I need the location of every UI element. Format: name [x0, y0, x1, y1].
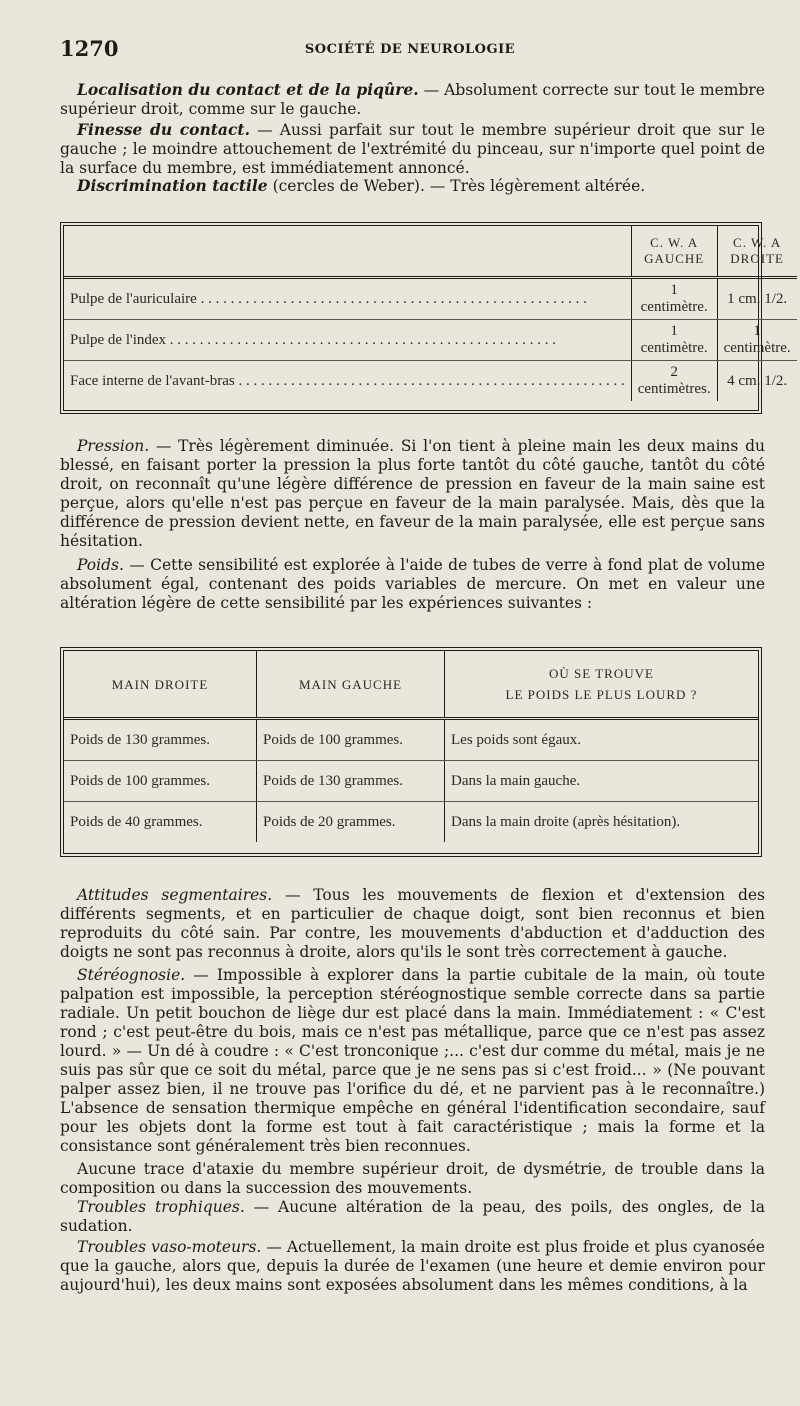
row-label-text: Face interne de l'avant-bras . . .	[70, 373, 625, 390]
header-main-droite: MAIN DROITE	[64, 651, 257, 719]
cell-gauche: 1 centimètre.	[631, 278, 717, 320]
paragraph-finesse	[60, 120, 765, 178]
header-line-1: OÙ SE TROUVE	[549, 666, 654, 681]
lead-finesse: Finesse du contact.	[77, 120, 250, 139]
row-label-text: Pulpe de l'index . . .	[70, 332, 625, 349]
cell-main-droite: Poids de 130 grammes.	[64, 719, 257, 761]
header-line-2: LE POIDS LE PLUS LOURD ?	[505, 687, 698, 702]
text-vaso: — Actuellement, la main droite est plus froide et plus cyanosée que la gauche, alors que, depuis la durée de l'examen (une heure et demie environ pour aujourd'hui), les deux mains sont exposées absolument dans les mêmes conditions, à la	[60, 1238, 765, 1294]
paragraph-trophiques	[60, 1198, 765, 1236]
lead-pression: Pression.	[77, 437, 150, 455]
header-cell	[64, 226, 631, 278]
cell-droite: 1 centimètre.	[717, 320, 797, 361]
paragraph-poids	[60, 556, 765, 613]
header-cell: C. W. A GAUCHE	[631, 226, 717, 278]
lead-localisation: Localisation du contact et de la piqûre.	[77, 80, 419, 99]
lead-poids: Poids.	[77, 556, 124, 574]
cell-droite: 4 cm. 1/2.	[717, 361, 797, 402]
cell-main-gauche: Poids de 20 grammes.	[257, 802, 445, 843]
paragraph-discrimination	[60, 176, 765, 196]
lead-discrimination: Discrimination tactile	[77, 176, 268, 195]
cell-droite: 1 cm. 1/2.	[717, 278, 797, 320]
table-row	[64, 361, 797, 402]
page-number: 1270	[60, 36, 119, 61]
table-row	[64, 278, 797, 320]
cell-main-gauche: Poids de 100 grammes.	[257, 719, 445, 761]
cell-resultat: Dans la main gauche.	[445, 761, 759, 802]
table-row	[64, 320, 797, 361]
running-head: SOCIÉTÉ DE NEUROLOGIE	[304, 42, 516, 57]
text-localisation: — Absolument correcte sur tout le membre supérieur droit, comme sur le gauche.	[60, 81, 765, 118]
text-trophiques: — Aucune altération de la peau, des poils, des ongles, de la sudation.	[60, 1198, 765, 1235]
text-finesse: — Aussi parfait sur tout le membre supérieur droit que sur le gauche ; le moindre attouchement de l'extrémité du pinceau, sur n'importe quel point de la surface du membre, est immédiatement annoncé.	[60, 121, 765, 177]
lead-trophiques: Troubles trophiques.	[77, 1198, 245, 1216]
row-label	[64, 278, 631, 320]
text-discrimination: (cercles de Weber). — Très légèrement altérée.	[267, 177, 646, 195]
paragraph-ataxie	[60, 1160, 765, 1198]
paragraph-stereognosie	[60, 966, 765, 1156]
header-poids-lourd	[445, 651, 759, 719]
table-poids	[60, 647, 762, 857]
cell-resultat: Dans la main droite (après hésitation).	[445, 802, 759, 843]
paragraph-attitudes	[60, 886, 765, 962]
cell-main-droite: Poids de 40 grammes.	[70, 813, 203, 830]
text-pression: — Très légèrement diminuée. Si l'on tient à pleine main les deux mains du blessé, en faisant porter la pression la plus forte tantôt du côté gauche, tantôt du côté droit, on reconnaît qu'une légère différence de pression en faveur de la main saine est perçue, alors qu'elle n'est pas perçue en faveur de la main paralysée. Mais, dès que la différence de pression devient nette, en faveur de la main paralysée, elle est perçue sans hésitation.	[60, 437, 765, 550]
paragraph-localisation	[60, 80, 765, 119]
cell-main-droite: Poids de 100 grammes.	[64, 761, 257, 802]
page-header	[60, 36, 760, 62]
table-weber	[60, 222, 791, 414]
header-cell: C. W. A DROITE	[717, 226, 797, 278]
table-poids-header	[64, 651, 758, 719]
paragraph-vaso	[60, 1238, 765, 1295]
text-attitudes: — Tous les mouvements de flexion et d'extension des différents segments, et en particulier de chaque doigt, sont bien reconnus et bien reproduits du côté sain. Par contre, les mouvements d'abduction et d'adduction des doigts ne sont pas reconnus à droite, alors qu'ils le sont très correctement à gauche.	[60, 886, 765, 961]
cell-resultat: Les poids sont égaux.	[445, 719, 759, 761]
table-row	[64, 761, 758, 802]
row-label-text: Pulpe de l'auriculaire . . .	[70, 291, 625, 308]
header-main-gauche: MAIN GAUCHE	[257, 651, 445, 719]
text-stereognosie: — Impossible à explorer dans la partie cubitale de la main, où toute palpation est impossible, la perception stéréognostique semble correcte dans sa partie radiale. Un petit bouchon de liège dur est placé dans la main. Immédiatement : « C'est rond ; c'est peut-être du bois, mais ce n'est pas métallique, parce que ce n'est pas assez lourd. » — Un dé à coudre : « C'est tronconique ;... c'est dur comme du métal, mais je ne suis pas sûr que ce soit du métal, parce que je ne sens pas si c'est froid... » (Ne pouvant palper assez bien, il ne trouve pas l'orifice du dé, et ne parvient pas à le reconnaître.) L'absence de sensation thermique empêche en général l'identification secondaire, sauf pour les objets dont la forme est tout à fait caractéristique ; mais la forme et la consistance sont généralement très bien reconnues.	[60, 966, 765, 1155]
text-ataxie: Aucune trace d'ataxie du membre supérieur droit, de dysmétrie, de trouble dans la composition ou dans la succession des mouvements.	[60, 1160, 765, 1197]
paragraph-pression	[60, 437, 765, 551]
table-row	[64, 802, 758, 843]
lead-stereognosie: Stéréognosie.	[77, 966, 186, 984]
lead-attitudes: Attitudes segmentaires.	[77, 886, 273, 904]
text-poids: — Cette sensibilité est explorée à l'aide de tubes de verre à fond plat de volume absolument égal, contenant des poids variables de mercure. On met en valeur une altération légère de cette sensibilité par les expériences suivantes :	[60, 556, 765, 612]
lead-vaso: Troubles vaso-moteurs.	[77, 1238, 262, 1256]
table-weber-header	[64, 226, 797, 278]
row-label	[64, 361, 631, 402]
table-row	[64, 719, 758, 761]
row-label	[64, 320, 631, 361]
cell-gauche: 1 centimètre.	[631, 320, 717, 361]
cell-main-gauche: Poids de 130 grammes.	[257, 761, 445, 802]
cell-gauche: 2 centimètres.	[631, 361, 717, 402]
